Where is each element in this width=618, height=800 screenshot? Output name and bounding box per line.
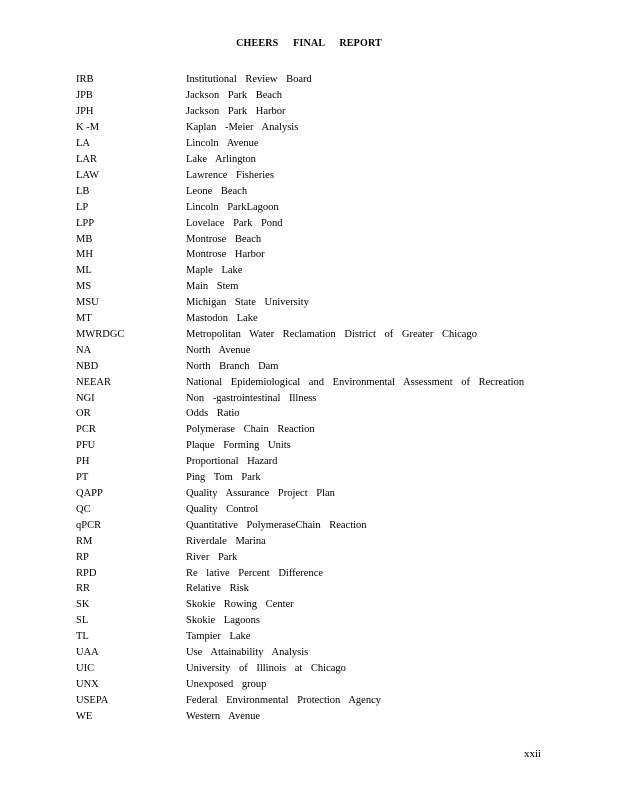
abbreviation-term: LPP xyxy=(76,217,95,229)
abbreviation-term: RM xyxy=(76,535,93,547)
abbreviation-definition: Quality Control xyxy=(186,503,259,515)
abbreviation-row xyxy=(76,247,524,263)
abbreviation-term: LP xyxy=(76,201,89,213)
abbreviation-term: UIC xyxy=(76,662,95,674)
abbreviation-definition: Ping Tom Park xyxy=(186,472,261,484)
abbreviation-row xyxy=(76,358,524,374)
abbreviation-term: WE xyxy=(76,710,93,722)
abbreviation-definition: Institutional Review Board xyxy=(186,74,312,86)
abbreviation-definition: Mastodon Lake xyxy=(186,313,258,325)
abbreviation-term: MB xyxy=(76,233,93,245)
abbreviation-definition: Michigan State University xyxy=(186,297,309,309)
abbreviation-definition: Montrose Harbor xyxy=(186,249,265,261)
abbreviation-term: MSU xyxy=(76,297,99,309)
abbreviation-definition: Skokie Rowing Center xyxy=(186,599,294,611)
abbreviation-list xyxy=(76,72,524,724)
abbreviation-row xyxy=(76,597,524,613)
abbreviation-definition: Maple Lake xyxy=(186,265,243,277)
abbreviation-definition: Proportional Hazard xyxy=(186,456,278,468)
abbreviation-row xyxy=(76,422,524,438)
abbreviation-term: NEEAR xyxy=(76,376,111,388)
abbreviation-definition: North Branch Dam xyxy=(186,360,279,372)
abbreviation-row xyxy=(76,676,524,692)
abbreviation-row xyxy=(76,104,524,120)
abbreviation-definition: Polymerase Chain Reaction xyxy=(186,424,315,436)
abbreviation-definition: Use Attainability Analysis xyxy=(186,647,309,659)
abbreviation-definition: Relative Risk xyxy=(186,583,249,595)
abbreviation-definition: Jackson Park Harbor xyxy=(186,106,286,118)
abbreviation-term: K -M xyxy=(76,122,100,134)
abbreviation-row xyxy=(76,183,524,199)
abbreviation-definition: Lincoln Avenue xyxy=(186,138,259,150)
abbreviation-term: UAA xyxy=(76,647,99,659)
abbreviation-row xyxy=(76,470,524,486)
abbreviation-row xyxy=(76,517,524,533)
abbreviation-row xyxy=(76,88,524,104)
abbreviation-row xyxy=(76,72,524,88)
abbreviation-row xyxy=(76,581,524,597)
abbreviation-term: USEPA xyxy=(76,694,109,706)
abbreviation-row xyxy=(76,661,524,677)
abbreviation-row xyxy=(76,549,524,565)
abbreviation-term: NA xyxy=(76,344,92,356)
abbreviation-definition: North Avenue xyxy=(186,344,251,356)
abbreviation-row xyxy=(76,152,524,168)
abbreviation-definition: Odds Ratio xyxy=(186,408,240,420)
abbreviation-row xyxy=(76,708,524,724)
abbreviation-term: LAR xyxy=(76,153,97,165)
abbreviation-row xyxy=(76,374,524,390)
abbreviation-definition: Kaplan -Meier Analysis xyxy=(186,122,299,134)
abbreviation-definition: Lovelace Park Pond xyxy=(186,217,283,229)
abbreviation-term: NGI xyxy=(76,392,95,404)
abbreviation-definition: National Epidemiological and Environmental Assessment of Recreation xyxy=(186,376,525,388)
abbreviation-term: IRB xyxy=(76,74,94,86)
abbreviation-row xyxy=(76,454,524,470)
abbreviation-term: SK xyxy=(76,599,90,611)
abbreviation-term: JPB xyxy=(76,90,93,102)
abbreviation-term: PT xyxy=(76,472,89,484)
abbreviation-term: RPD xyxy=(76,567,97,579)
abbreviation-row xyxy=(76,136,524,152)
abbreviation-definition: Riverdale Marina xyxy=(186,535,266,547)
abbreviation-row xyxy=(76,167,524,183)
abbreviation-definition: Plaque Forming Units xyxy=(186,440,291,452)
abbreviation-row xyxy=(76,406,524,422)
abbreviation-term: UNX xyxy=(76,678,99,690)
abbreviation-row xyxy=(76,565,524,581)
abbreviation-definition: Tampier Lake xyxy=(186,631,251,643)
abbreviation-term: OR xyxy=(76,408,91,420)
abbreviation-definition: Re lative Percent Difference xyxy=(186,567,324,579)
abbreviation-row xyxy=(76,199,524,215)
abbreviation-term: PCR xyxy=(76,424,96,436)
abbreviation-row xyxy=(76,501,524,517)
abbreviation-row xyxy=(76,295,524,311)
abbreviation-term: JPH xyxy=(76,106,94,118)
abbreviation-row xyxy=(76,629,524,645)
abbreviation-definition: Jackson Park Beach xyxy=(186,90,282,102)
abbreviation-row xyxy=(76,486,524,502)
abbreviation-row xyxy=(76,645,524,661)
abbreviation-row xyxy=(76,215,524,231)
abbreviation-definition: Lake Arlington xyxy=(186,153,256,165)
abbreviation-definition: Skokie Lagoons xyxy=(186,615,260,627)
abbreviation-row xyxy=(76,231,524,247)
page-number: xxii xyxy=(524,748,542,760)
abbreviation-definition: Non -gastrointestinal Illness xyxy=(186,392,317,404)
abbreviation-row xyxy=(76,613,524,629)
abbreviation-term: RR xyxy=(76,583,91,595)
abbreviation-term: MH xyxy=(76,249,93,261)
abbreviation-row xyxy=(76,390,524,406)
abbreviation-term: LB xyxy=(76,185,90,197)
abbreviation-definition: River Park xyxy=(186,551,238,563)
abbreviation-row xyxy=(76,342,524,358)
abbreviation-term: QAPP xyxy=(76,488,103,500)
abbreviation-row xyxy=(76,438,524,454)
abbreviation-term: LA xyxy=(76,138,90,150)
abbreviation-term: PFU xyxy=(76,440,96,452)
abbreviation-row xyxy=(76,311,524,327)
abbreviation-term: ML xyxy=(76,265,92,277)
abbreviation-term: MT xyxy=(76,313,92,325)
abbreviation-row xyxy=(76,327,524,343)
abbreviation-definition: Lawrence Fisheries xyxy=(186,169,274,181)
abbreviation-definition: Leone Beach xyxy=(186,185,248,197)
abbreviation-row xyxy=(76,263,524,279)
abbreviation-definition: Federal Environmental Protection Agency xyxy=(186,694,381,706)
abbreviation-term: MWRDGC xyxy=(76,328,125,340)
abbreviation-term: NBD xyxy=(76,360,99,372)
abbreviation-term: MS xyxy=(76,281,92,293)
abbreviation-definition: Metropolitan Water Reclamation District of Greater Chicago xyxy=(186,328,477,340)
abbreviation-definition: Montrose Beach xyxy=(186,233,262,245)
abbreviation-definition: University of Illinois at Chicago xyxy=(186,662,346,674)
abbreviation-row xyxy=(76,533,524,549)
abbreviation-row xyxy=(76,692,524,708)
abbreviation-row xyxy=(76,120,524,136)
abbreviation-row xyxy=(76,279,524,295)
abbreviation-definition: Western Avenue xyxy=(186,710,261,722)
abbreviation-definition: Quantitative PolymeraseChain Reaction xyxy=(186,519,367,531)
abbreviation-term: PH xyxy=(76,456,90,468)
abbreviation-definition: Lincoln ParkLagoon xyxy=(186,201,279,213)
abbreviation-term: RP xyxy=(76,551,89,563)
abbreviation-definition: Unexposed group xyxy=(186,678,267,690)
abbreviation-term: LAW xyxy=(76,169,100,181)
abbreviation-definition: Main Stem xyxy=(186,281,239,293)
abbreviation-term: QC xyxy=(76,503,91,515)
abbreviation-term: SL xyxy=(76,615,89,627)
report-header: CHEERS FINAL REPORT xyxy=(236,38,382,49)
abbreviation-term: qPCR xyxy=(76,519,102,531)
abbreviation-definition: Quality Assurance Project Plan xyxy=(186,488,335,500)
abbreviation-term: TL xyxy=(76,631,89,643)
